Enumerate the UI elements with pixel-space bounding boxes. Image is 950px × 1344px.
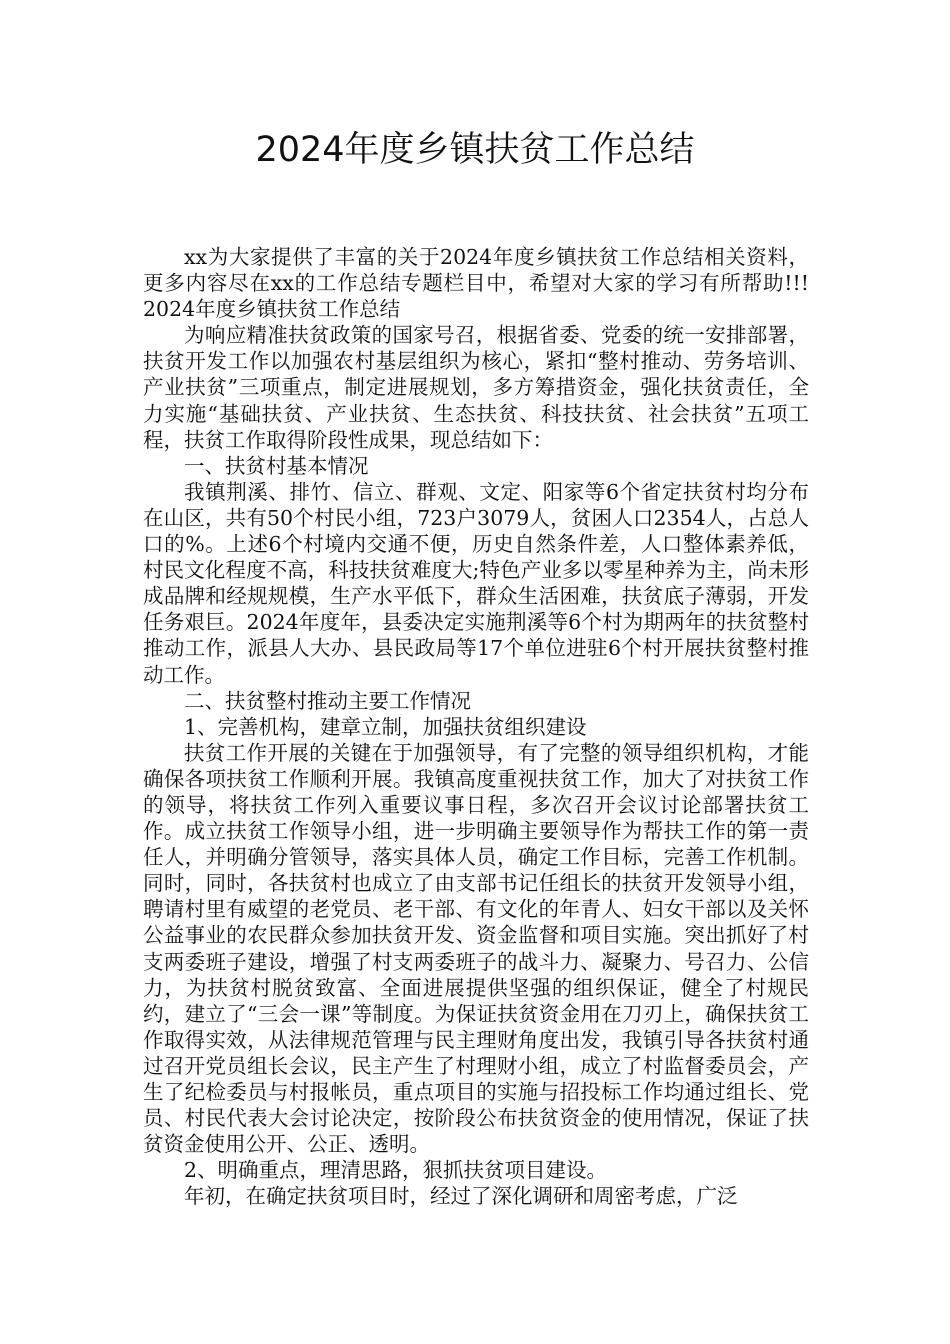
document-title: 2024年度乡镇扶贫工作总结 xyxy=(255,130,695,170)
organization-paragraph: 扶贫工作开展的关键在于加强领导，有了完整的领导组织机构，才能确保各项扶贫工作顺利开展。我镇高度重视扶贫工作，加大了对扶贫工作的领导，将扶贫工作列入重要议事日程，多次召开会议讨论部署扶贫工作。成立扶贫工作领导小组，进一步明确主要领导作为帮扶工作的第一责任人，并明确分管领导，落实具体人员，确定工作目标，完善工作机制。同时，同时，各扶贫村也成立了由支部书记任组长的扶贫开发领导小组，聘请村里有威望的老党员、老干部、有文化的年青人、妇女干部以及关怀公益事业的农民群众参加扶贫开发、资金监督和项目实施。突出抓好了村支两委班子建设，增强了村支两委班子的战斗力、凝聚力、号召力、公信力，为扶贫村脱贫致富、全面进展提供坚强的组织保证，健全了村规民约，建立了“三会一课”等制度。为保证扶贫资金用在刀刃上，确保扶贫工作取得实效，从法律规范管理与民主理财角度出发，我镇引导各扶贫村通过召开党员组长会议，民主产生了村理财小组，成立了村监督委员会，产生了纪检委员与村报帐员，重点项目的实施与招投标工作均通过组长、党员、村民代表大会讨论决定，按阶段公布扶贫资金的使用情况，保证了扶贫资金使用公开、公正、透明。 xyxy=(143,740,809,1157)
project-paragraph: 年初，在确定扶贫项目时，经过了深化调研和周密考虑，广泛 xyxy=(184,1184,738,1209)
overview-paragraph: 为响应精准扶贫政策的国家号召，根据省委、党委的统一安排部署，扶贫开发工作以加强农村基层组织为核心，紧扣“整村推动、劳务培训、产业扶贫”三项重点，制定进展规划，多方筹措资金，强化扶贫责任，全力实施“基础扶贫、产业扶贫、生态扶贫、科技扶贫、社会扶贫”五项工程，扶贫工作取得阶段性成果，现总结如下： xyxy=(143,323,809,452)
subsection-heading-2: 2、明确重点，理清思路，狠抓扶贫项目建设。 xyxy=(184,1158,608,1183)
document-body xyxy=(143,244,850,1209)
section-heading-2: 二、扶贫整村推动主要工作情况 xyxy=(184,688,471,713)
subsection-heading-1: 1、完善机构，建章立制，加强扶贫组织建设 xyxy=(184,714,587,739)
intro-paragraph: xx为大家提供了丰富的关于2024年度乡镇扶贫工作总结相关资料，更多内容尽在xx的工作总结专题栏目中，希望对大家的学习有所帮助!!! 2024年度乡镇扶贫工作总结 xyxy=(143,245,850,322)
village-situation-paragraph: 我镇荆溪、排竹、信立、群观、文定、阳家等6个省定扶贫村均分布在山区，共有50个村民小组，723户3079人，贫困人口2354人，占总人口的%。上述6个村境内交通不便，历史自然条件差，人口整体素养低，村民文化程度不高，科技扶贫难度大;特色产业多以零星种养为主，尚未形成品牌和经规规模，生产水平低下，群众生活困难，扶贫底子薄弱，开发任务艰巨。2024年度年，县委决定实施荆溪等6个村为期两年的扶贫整村推动工作，派县人大办、县民政局等17个单位进驻6个村开展扶贫整村推动工作。 xyxy=(143,479,809,687)
section-heading-1: 一、扶贫村基本情况 xyxy=(184,453,369,478)
